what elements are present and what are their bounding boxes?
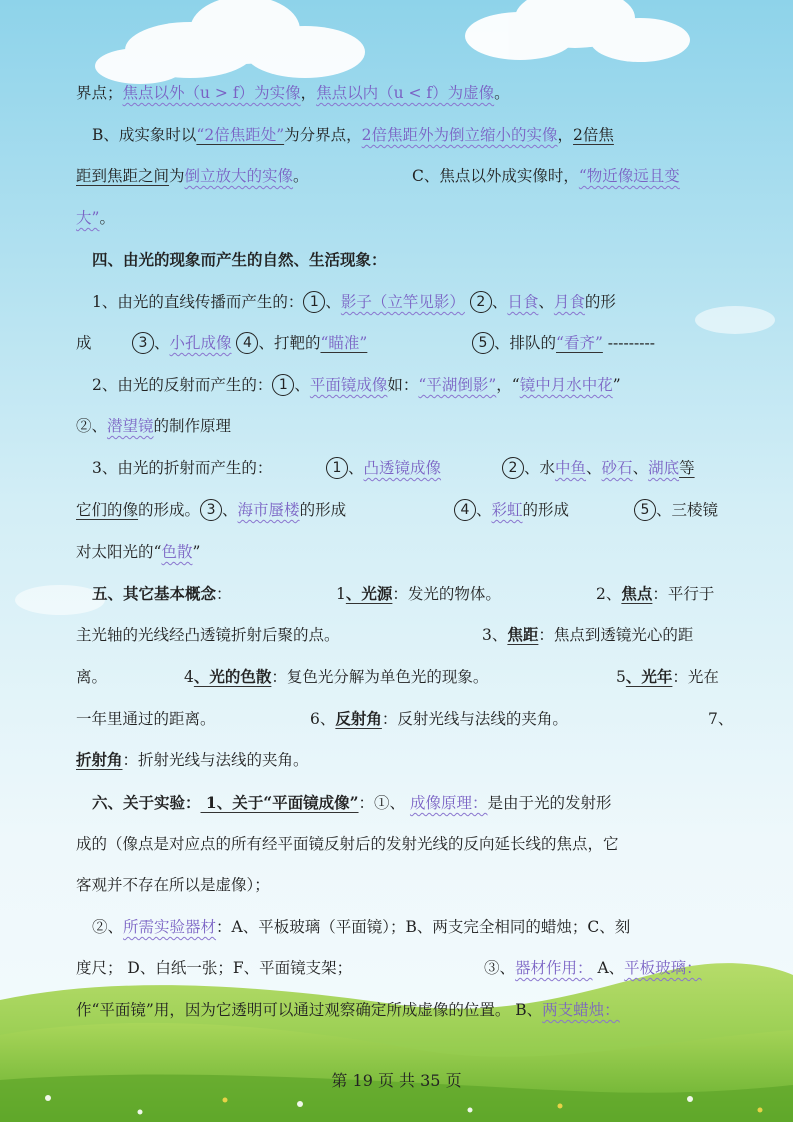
text-run: 的形成 (299, 501, 347, 519)
text-run: 。 (293, 167, 309, 185)
text-run: ” (192, 543, 201, 561)
text-run: 的制作原理 (153, 417, 232, 435)
text-run: 。 (494, 84, 510, 102)
text-line (0, 829, 793, 859)
text-segment (482, 620, 693, 650)
answer-text: 所需实验器材 (123, 918, 217, 936)
text-run: C、焦点以外成实像时， (412, 167, 579, 185)
circled-number: 4 (236, 332, 258, 354)
answer-text: 焦点以内（u < f）为虚像 (316, 84, 495, 102)
text-run: ， (557, 126, 574, 144)
circled-number: 1 (326, 457, 348, 479)
answer-text: “物近像远且变 (578, 167, 680, 185)
text-segment (708, 704, 733, 734)
text-line (0, 704, 793, 734)
text-run: 、光年 (625, 667, 673, 686)
text-run: 的形成。 (138, 501, 201, 519)
answer-text: 成像原理： (409, 794, 488, 812)
circled-number: 1 (303, 291, 325, 313)
text-segment (92, 788, 612, 818)
text-segment (412, 161, 680, 191)
text-line (0, 579, 793, 609)
text-run: ：发光的物体。 (392, 585, 501, 603)
text-line (0, 620, 793, 650)
answer-text: “看齐” (556, 334, 603, 352)
text-run: 、打靶的 (258, 334, 321, 352)
text-run: 的形 (584, 293, 616, 311)
text-line (0, 161, 793, 191)
text-run: 4 (184, 668, 194, 686)
text-run: 作“平面镜”用，因为它透明可以通过观察确定所成虚像的位置。 B、 (76, 1001, 543, 1019)
text-segment (92, 912, 630, 942)
text-run: 成的（像点是对应点的所有经平面镜反射后的发射光线的反向延长线的焦点，它 (76, 835, 619, 853)
text-run: 、光的色散 (193, 667, 272, 686)
answer-text: 平面镜成像 (309, 376, 388, 394)
text-segment (76, 662, 107, 692)
text-segment (634, 495, 718, 525)
answer-text: “瞄准” (320, 334, 368, 352)
text-run: 、 (294, 376, 310, 394)
text-line (0, 411, 793, 441)
text-run: 它们的像 (76, 501, 139, 519)
text-run: 、 (538, 293, 554, 311)
text-run: 、三棱镜 (656, 501, 719, 519)
text-segment (596, 579, 714, 609)
text-run: ②、 (76, 417, 108, 435)
text-run: 如： (387, 376, 419, 394)
answer-text: 平板玻璃： (624, 959, 702, 977)
circled-number: 3 (132, 332, 154, 354)
text-line (0, 287, 793, 317)
text-run: 7、 (708, 710, 734, 728)
text-segment (336, 579, 501, 609)
text-line (0, 203, 793, 233)
text-line (0, 120, 793, 150)
answer-text: 中鱼 (555, 459, 587, 477)
text-run: 为 (169, 167, 185, 185)
text-run: 、 (222, 501, 238, 519)
text-run: 、 (348, 459, 364, 477)
answer-text: “平湖倒影” (418, 376, 497, 394)
text-run: ：光在 (672, 668, 719, 686)
text-segment (76, 870, 270, 900)
text-run: 是由于光的发射形 (487, 794, 612, 812)
circled-number: 5 (634, 499, 656, 521)
text-segment (502, 453, 695, 483)
text-run: 离。 (76, 668, 108, 686)
text-line (0, 245, 793, 275)
text-segment (76, 620, 340, 650)
text-run: 距到焦距之间 (76, 167, 170, 185)
text-segment (484, 953, 702, 983)
text-run: 。 (99, 209, 115, 227)
text-run: 、 (491, 293, 508, 311)
text-run: 1、由光的直线传播而产生的： (92, 293, 304, 311)
answer-text: 两支蜡烛： (542, 1001, 620, 1019)
text-run: 、水 (524, 459, 556, 477)
text-run: 成 (76, 334, 92, 352)
text-segment (92, 287, 616, 317)
text-segment (76, 495, 346, 525)
text-segment (76, 953, 352, 983)
text-run: 、 (632, 459, 649, 477)
text-segment (76, 161, 309, 191)
text-line (0, 870, 793, 900)
text-line (0, 495, 793, 525)
text-segment (76, 995, 620, 1025)
text-run: 主光轴的光线经凸透镜折射后聚的点。 (76, 626, 340, 644)
answer-text: 潜望镜 (107, 417, 154, 435)
text-run: ：平行于 (652, 585, 715, 603)
answer-text: 倒立放大的实像 (184, 167, 294, 185)
text-line (0, 370, 793, 400)
text-run: 度尺； D、白纸一张；F、平面镜支架； (76, 959, 353, 977)
text-run: 反射角 (335, 709, 382, 728)
text-segment (184, 662, 488, 692)
text-run: ：A、平板玻璃（平面镜）；B、两支完全相同的蜡烛；C、刻 (216, 918, 631, 936)
text-run: 6、 (310, 710, 336, 728)
text-run: --------- (602, 334, 655, 352)
text-segment (76, 78, 510, 108)
circled-number: 2 (502, 457, 524, 479)
answer-text: 焦点以外（u > f）为实像 (122, 84, 301, 102)
text-run: ：复色光分解为单色光的现象。 (271, 668, 489, 686)
text-segment (616, 662, 719, 692)
answer-text: “2倍焦距处” (196, 126, 285, 144)
text-run: 、 (586, 459, 602, 477)
text-segment (92, 120, 614, 150)
text-run: ③、 (484, 959, 516, 977)
answer-text: 砂石 (601, 459, 633, 477)
circled-number: 3 (200, 499, 222, 521)
circled-number: 4 (454, 499, 476, 521)
answer-text: 色散 (161, 543, 193, 561)
answer-text: 日食 (507, 293, 539, 311)
text-run: ②、 (92, 918, 124, 936)
text-run: 对太阳光的“ (76, 543, 162, 561)
text-run: 六、关于实验： (92, 793, 201, 812)
text-line (0, 995, 793, 1025)
text-run: ” (612, 376, 621, 394)
text-run: 、 (325, 293, 341, 311)
text-segment (76, 704, 216, 734)
text-run: ：折射光线与法线的夹角。 (122, 751, 309, 769)
answer-text: 凸透镜成像 (363, 459, 442, 477)
text-run: 、排队的 (494, 334, 557, 352)
circled-number: 2 (470, 291, 492, 313)
text-segment (472, 328, 655, 358)
text-run: 折射角 (76, 750, 123, 769)
text-segment (92, 370, 621, 400)
text-run: 、 (476, 501, 492, 519)
text-run: 为分界点， (284, 126, 362, 144)
text-run: ：①、 (358, 794, 410, 812)
text-line (0, 453, 793, 483)
text-run: 四、由光的现象而产生的自然、生活现象： (92, 250, 387, 269)
text-run: 、光源 (345, 584, 393, 603)
text-run: 的形成 (522, 501, 570, 519)
text-segment (92, 453, 272, 483)
text-segment (76, 537, 200, 567)
text-segment (454, 495, 569, 525)
text-run: 、 (154, 334, 170, 352)
text-run: 客观并不存在所以是虚像）； (76, 876, 270, 894)
answer-text: 镜中月水中花 (519, 376, 613, 394)
text-line (0, 662, 793, 692)
text-segment (76, 203, 115, 233)
text-line (0, 78, 793, 108)
text-run: 1、关于“平面镜成像” (200, 793, 359, 812)
text-segment (132, 328, 367, 358)
text-run: ：反射光线与法线的夹角。 (381, 710, 568, 728)
answer-text: 器材作用： (515, 959, 593, 977)
text-line (0, 953, 793, 983)
text-segment (310, 704, 568, 734)
text-run: 2、由光的反射而产生的： (92, 376, 273, 394)
answer-text: 彩虹 (491, 501, 523, 519)
text-run: 3、 (482, 626, 508, 644)
text-run: 1 (336, 585, 346, 603)
text-line (0, 912, 793, 942)
text-run: 焦距 (507, 625, 539, 644)
text-run: 2倍焦 (573, 126, 614, 144)
page-footer: 第 19 页 共 35 页 (331, 1071, 462, 1090)
circled-number: 5 (472, 332, 494, 354)
answer-text: 2倍焦距外为倒立缩小的实像 (361, 126, 558, 144)
answer-text: 小孔成像 (169, 334, 232, 352)
text-segment (76, 829, 619, 859)
text-run: ：焦点到透镜光心的距 (538, 626, 694, 644)
text-run: 等 (679, 459, 695, 477)
text-segment (92, 579, 232, 609)
answer-text: 月食 (553, 293, 585, 311)
text-run: A、 (592, 959, 625, 977)
text-segment (76, 328, 92, 358)
text-line (0, 328, 793, 358)
text-run: ，“ (496, 376, 520, 394)
text-segment (92, 245, 387, 275)
text-run: 3、由光的折射而产生的： (92, 459, 273, 477)
circled-number: 1 (272, 374, 294, 396)
text-run: 一年里通过的距离。 (76, 710, 216, 728)
text-segment (76, 745, 309, 775)
text-segment (76, 411, 231, 441)
text-run: ， (300, 84, 317, 102)
text-run: 界点； (76, 84, 123, 102)
text-line (0, 788, 793, 818)
answer-text: 海市蜃楼 (237, 501, 300, 519)
text-line (0, 537, 793, 567)
text-run: B、成实象时以 (92, 126, 197, 144)
text-run: ： (216, 585, 232, 603)
answer-text: 湖底 (648, 459, 680, 477)
answer-text: 影子（立竿见影） (340, 293, 465, 311)
text-run: 5 (616, 668, 626, 686)
answer-text: 大” (76, 209, 100, 227)
text-run: 焦点 (621, 584, 653, 603)
text-line (0, 745, 793, 775)
text-run: 五、其它基本概念 (92, 584, 217, 603)
text-segment (326, 453, 441, 483)
text-run: 2、 (596, 585, 622, 603)
